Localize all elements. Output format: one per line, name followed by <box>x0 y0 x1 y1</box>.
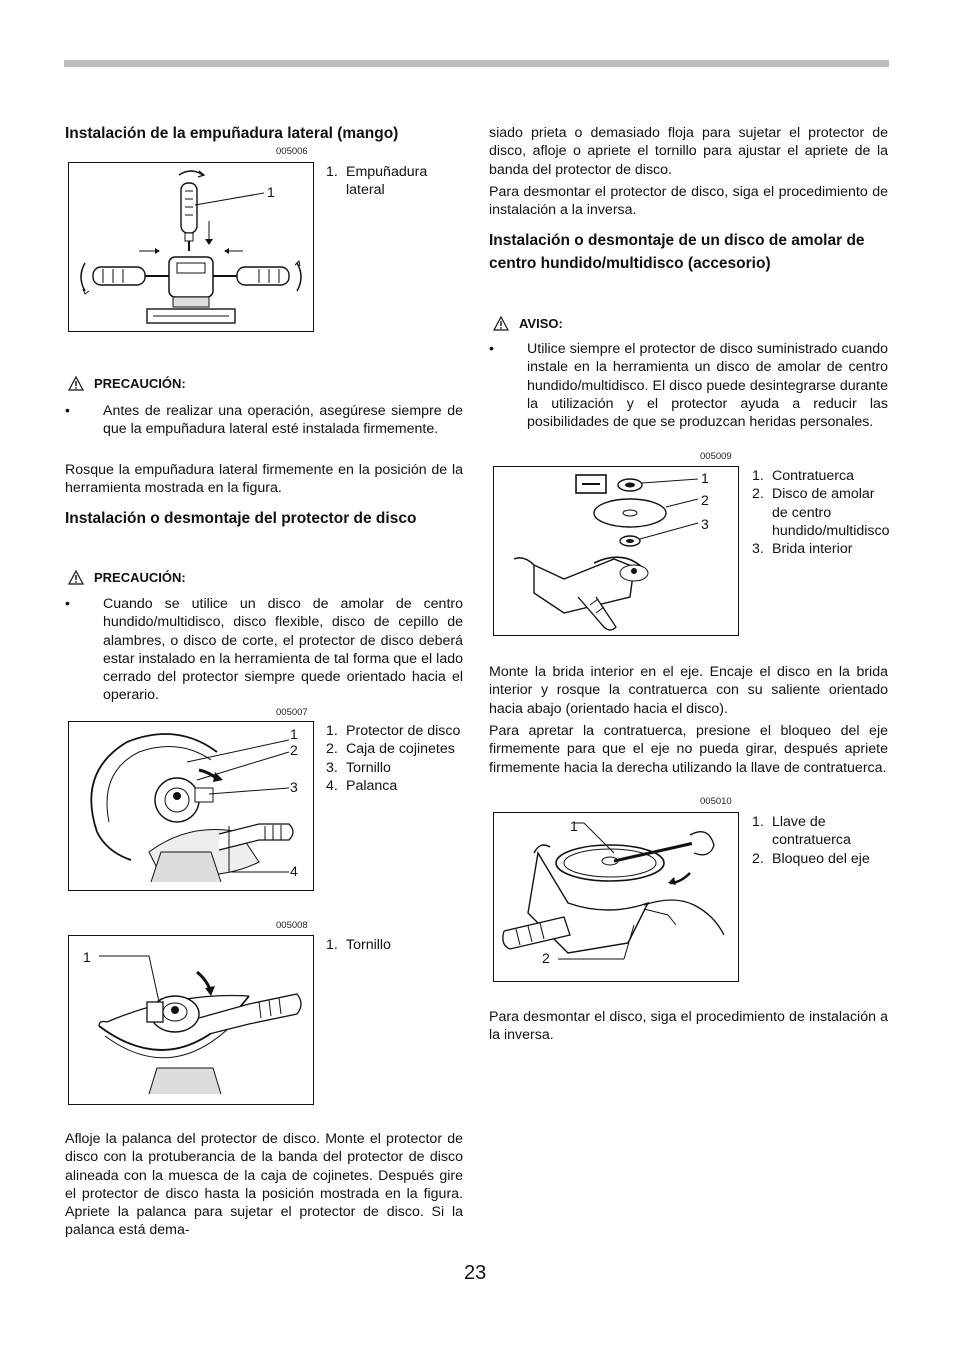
section-title-depressed-center-wheel: Instalación o desmontaje de un disco de amolar de centro hundido/multidisco (accesorio) <box>489 232 865 272</box>
figure-wheel-guard <box>68 721 314 891</box>
figure-label: 2 <box>542 950 550 966</box>
paragraph: Para desmontar el protector de disco, siga el procedimiento de instalación a la inversa. <box>489 184 888 219</box>
figure-screw <box>68 935 314 1105</box>
paragraph: siado prieta o demasiado floja para sujetar el protector de disco, afloje o apriete el tornillo para ajustar el apriete de la banda del protector de disco. <box>489 125 888 178</box>
figure-label: 2 <box>290 742 298 758</box>
legend-item: 1. Contratuerca <box>752 468 855 484</box>
caution-label: PRECAUCIÓN: <box>94 376 186 391</box>
figure-code: 005009 <box>700 451 732 462</box>
section-title-wheel-guard: Instalación o desmontaje del protector de disco <box>65 510 417 527</box>
page-number: 23 <box>464 1262 487 1284</box>
legend-item: 1. Tornillo <box>326 937 391 953</box>
legend-item: 4. Palanca <box>326 777 398 794</box>
side-grip-illustration <box>69 163 313 331</box>
figure-code: 005007 <box>276 707 308 718</box>
legend-item: 2. Caja de cojinetes <box>326 741 455 758</box>
legend-item: 3. Tornillo <box>326 759 391 776</box>
wheel-parts-illustration <box>494 467 738 635</box>
caution-heading <box>68 376 186 391</box>
paragraph: Para desmontar el disco, siga el procedimiento de instalación a la inversa. <box>489 1009 888 1044</box>
paragraph: Para apretar la contratuerca, presione el bloqueo del eje firmemente para que el eje no pueda girar, después apriete firmemente hacia la derecha utilizando la llave de contratuerca. <box>489 723 888 776</box>
caution-heading <box>68 570 186 585</box>
screw-illustration <box>69 936 313 1104</box>
notice-label: AVISO: <box>519 316 563 331</box>
figure-legend <box>326 722 466 795</box>
figure-code: 005006 <box>276 146 308 157</box>
legend-item: 1. Protector de disco <box>326 723 461 739</box>
header-rule <box>64 60 889 67</box>
caution-bullet: • Antes de realizar una operación, asegúrese siempre de que la empuñadura lateral esté instalada firmemente. <box>65 403 463 438</box>
figure-label: 4 <box>290 863 298 879</box>
legend-item: 2. Disco de amolar de centro hundido/multidisco <box>752 486 890 539</box>
figure-code: 005008 <box>276 920 308 931</box>
paragraph: Rosque la empuñadura lateral firmemente en la posición de la herramienta mostrada en la figura. <box>65 462 463 497</box>
figure-code: 005010 <box>700 796 732 807</box>
warning-triangle-icon <box>493 316 509 331</box>
legend-item: 1. Llave de contratuerca <box>752 814 851 849</box>
warning-triangle-icon <box>68 376 84 391</box>
figure-label: 1 <box>701 470 709 486</box>
caution-bullet: • Cuando se utilice un disco de amolar de centro hundido/multidisco, disco flexible, disco de cepillo de alambres, o disco de corte, el protector de disco deberá estar instalado en la herramienta de tal forma que el lado cerrado del protector siempre quede orientado hacia el operario. <box>65 596 463 704</box>
legend-item: 3. Brida interior <box>752 541 853 558</box>
figure-label: 3 <box>701 516 709 532</box>
legend-item: 2. Bloqueo del eje <box>752 850 870 867</box>
wheel-guard-illustration <box>69 722 313 890</box>
figure-legend <box>752 467 890 558</box>
warning-triangle-icon <box>68 570 84 585</box>
figure-label: 1 <box>267 184 275 200</box>
caution-label: PRECAUCIÓN: <box>94 570 186 585</box>
figure-label: 1 <box>290 726 298 742</box>
figure-legend <box>752 813 882 868</box>
legend-item: 1. Empuñadura lateral <box>326 164 428 199</box>
figure-legend <box>326 936 466 954</box>
section-title-side-grip: Instalación de la empuñadura lateral (mango) <box>65 125 399 142</box>
figure-lock-nut-wrench <box>493 812 739 982</box>
figure-label: 2 <box>701 492 709 508</box>
paragraph: Afloje la palanca del protector de disco. Monte el protector de disco con la protuberancia de la banda del protector de disco alineada con la muesca de la caja de cojinetes. Después gire el protector de disco hasta la posición mostrada en la figura. Apriete la palanca para sujetar el protector de disco. Si la palanca está dema- <box>65 1131 463 1239</box>
figure-label: 1 <box>83 949 91 965</box>
figure-side-grip <box>68 162 314 332</box>
paragraph: Monte la brida interior en el eje. Encaje el disco en la brida interior y rosque la contratuerca con su saliente orientado hacia abajo (orientado hacia el disco). <box>489 664 888 717</box>
figure-wheel-parts <box>493 466 739 636</box>
figure-label: 3 <box>290 779 298 795</box>
notice-heading <box>493 316 563 331</box>
figure-label: 1 <box>570 818 578 834</box>
notice-bullet: • Utilice siempre el protector de disco suministrado cuando instale en la herramienta un disco de amolar de centro hundido/multidisco. El disco puede desintegrarse durante la utilización y el protector ayuda a reducir las posibilidades de que se produzcan heridas personales. <box>489 341 888 431</box>
figure-legend <box>326 163 466 200</box>
lock-nut-wrench-illustration <box>494 813 738 981</box>
